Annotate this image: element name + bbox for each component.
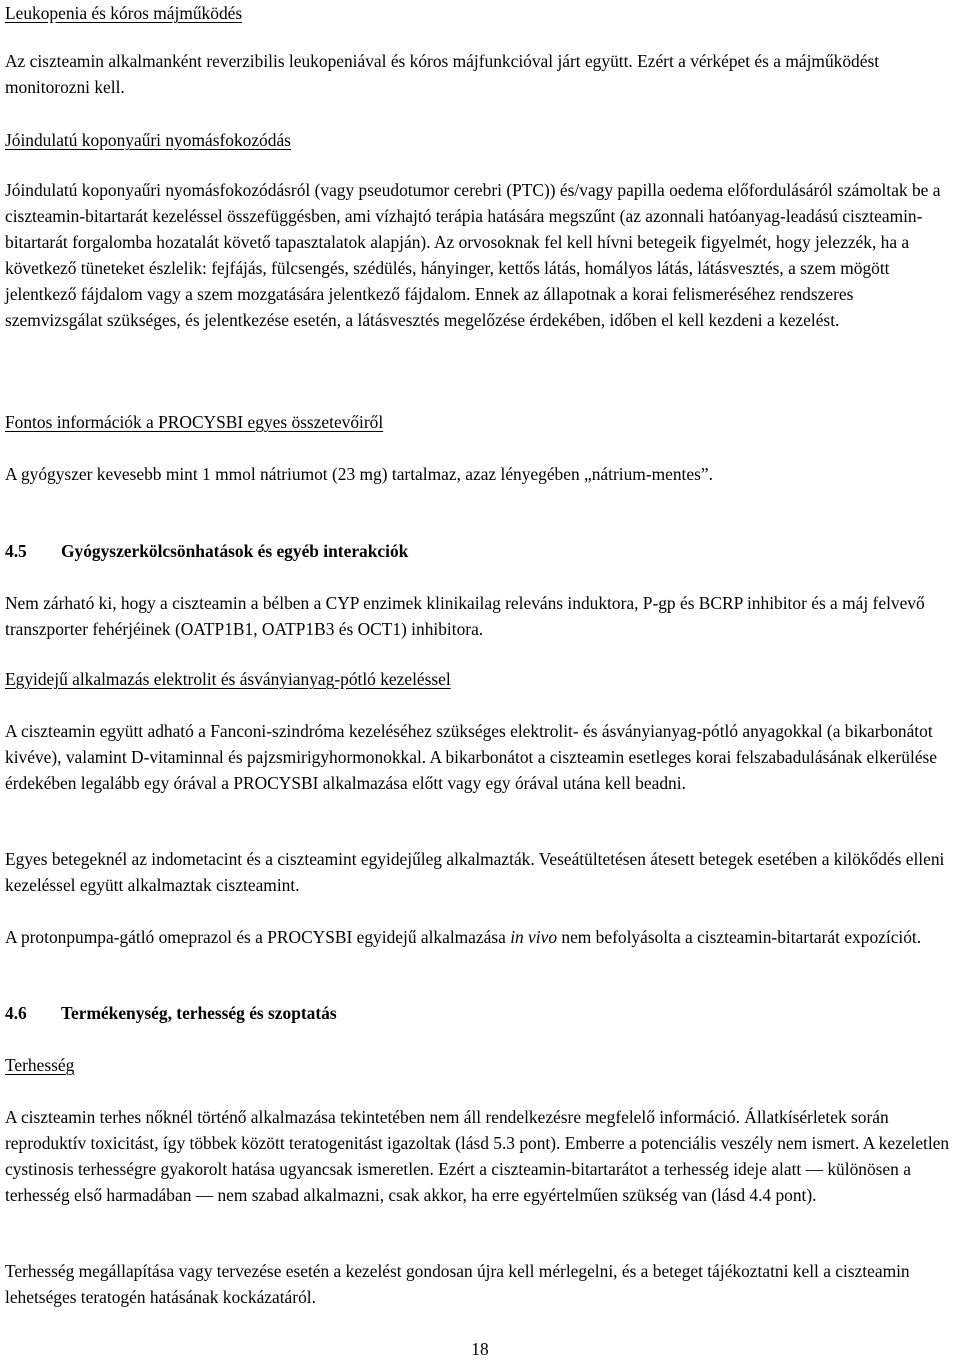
pregnancy-paragraph-1: A ciszteamin terhes nőknél történő alkalmazása tekintetében nem áll rendelkezésre megfelelő információ. Állatkísérletek során reproduktív toxicitást, így többek között teratogenitást igazoltak (lásd 5.3 pont). Emberre a potenciális veszély nem ismert. A kezeletlen cystinosis terhességre gyakorolt hatása ugyancsak ismeretlen. Ezért a ciszteamin-bitartarátot a terhesség ideje alatt — különösen a terhesség első harmadában — nem szabad alkalmazni, csak akkor, ha erre egyértelműen szükség van (lásd 4.4 pont). [5, 1107, 950, 1205]
coadministration-heading: Egyidejű alkalmazás elektrolit és ásványianyag-pótló kezeléssel [5, 669, 451, 689]
section-4-5-number: 4.5 [5, 541, 27, 561]
intracranial-hypertension-paragraph: Jóindulatú koponyaűri nyomásfokozódásról (vagy pseudotumor cerebri (PTC)) és/vagy papilla oedema előfordulásáról számoltak be a ciszteamin-bitartarát kezeléssel összefüggésben, ami vízhajtó terápia hatására megszűnt (az azonnali hatóanyag-leadású ciszteamin-bitartarát forgalomba hozatalát követő tapasztalatok alapján). Az orvosoknak fel kell hívni betegeik figyelmét, hogy jelezzék, ha a következő tüneteket észlelik: fejfájás, fülcsengés, szédülés, hányinger, kettős látás, homályos látás, látásvesztés, a szem mögött jelentkező fájdalom vagy a szem mozgatására jelentkező fájdalom. Ennek az állapotnak a korai felismeréséhez rendszeres szemvizsgálat szükséges, és jelentkezése esetén, a látásvesztés megelőzése érdekében, időben el kell kezdeni a kezelést. [5, 180, 941, 330]
section-4-6-title: Termékenység, terhesség és szoptatás [61, 1003, 337, 1023]
in-vivo-italic: in vivo [510, 927, 558, 947]
intracranial-hypertension-heading: Jóindulatú koponyaűri nyomásfokozódás [5, 130, 291, 150]
page-number: 18 [471, 1339, 489, 1359]
coadministration-paragraph-3 [5, 924, 955, 950]
section-4-6-number: 4.6 [5, 1003, 27, 1023]
section-4-5-title: Gyógyszerkölcsönhatások és egyéb interakciók [61, 541, 409, 561]
coadministration-paragraph-1: A ciszteamin együtt adható a Fanconi-szindróma kezeléséhez szükséges elektrolit- és ásványianyag-pótló anyagokkal (a bikarbonátot kivéve), valamint D-vitaminnal és pajzsmirigyhormonokkal. A bikarbonátot a ciszteamin esetleges korai felszabadulásának elkerülése érdekében legalább egy órával a PROCYSBI alkalmazása előtt vagy egy órával utána kell beadni. [5, 721, 938, 793]
coadministration-paragraph-2: Egyes betegeknél az indometacint és a ciszteamint egyidejűleg alkalmazták. Veseátültetésen átesett betegek esetében a kilökődés elleni kezeléssel együtt alkalmaztak ciszteamint. [5, 849, 945, 895]
excipients-paragraph: A gyógyszer kevesebb mint 1 mmol nátriumot (23 mg) tartalmaz, azaz lényegében „nátrium-mentes”. [5, 464, 713, 484]
excipients-heading: Fontos információk a PROCYSBI egyes összetevőiről [5, 412, 384, 432]
pregnancy-heading: Terhesség [5, 1055, 75, 1075]
omeprazole-text-b: nem befolyásolta a ciszteamin-bitartarát expozíciót. [557, 927, 922, 947]
leukopenia-paragraph: Az ciszteamin alkalmanként reverzibilis leukopeniával és kóros májfunkcióval járt együtt. Ezért a vérképet és a májműködést monitorozni kell. [5, 51, 880, 97]
pregnancy-paragraph-2: Terhesség megállapítása vagy tervezése esetén a kezelést gondosan újra kell mérlegelni, és a beteget tájékoztatni kell a ciszteamin lehetséges teratogén hatásának kockázatáról. [5, 1261, 910, 1307]
section-4-5-heading [5, 538, 955, 564]
interactions-paragraph: Nem zárható ki, hogy a ciszteamin a bélben a CYP enzimek klinikailag releváns induktora, P-gp és BCRP inhibitor és a máj felvevő transzporter fehérjéinek (OATP1B1, OATP1B3 és OCT1) inhibitora. [5, 593, 925, 639]
section-4-6-heading [5, 1000, 955, 1026]
omeprazole-text-a: A protonpumpa-gátló omeprazol és a PROCYSBI egyidejű alkalmazása [5, 927, 511, 947]
leukopenia-heading: Leukopenia és kóros májműködés [5, 3, 243, 23]
